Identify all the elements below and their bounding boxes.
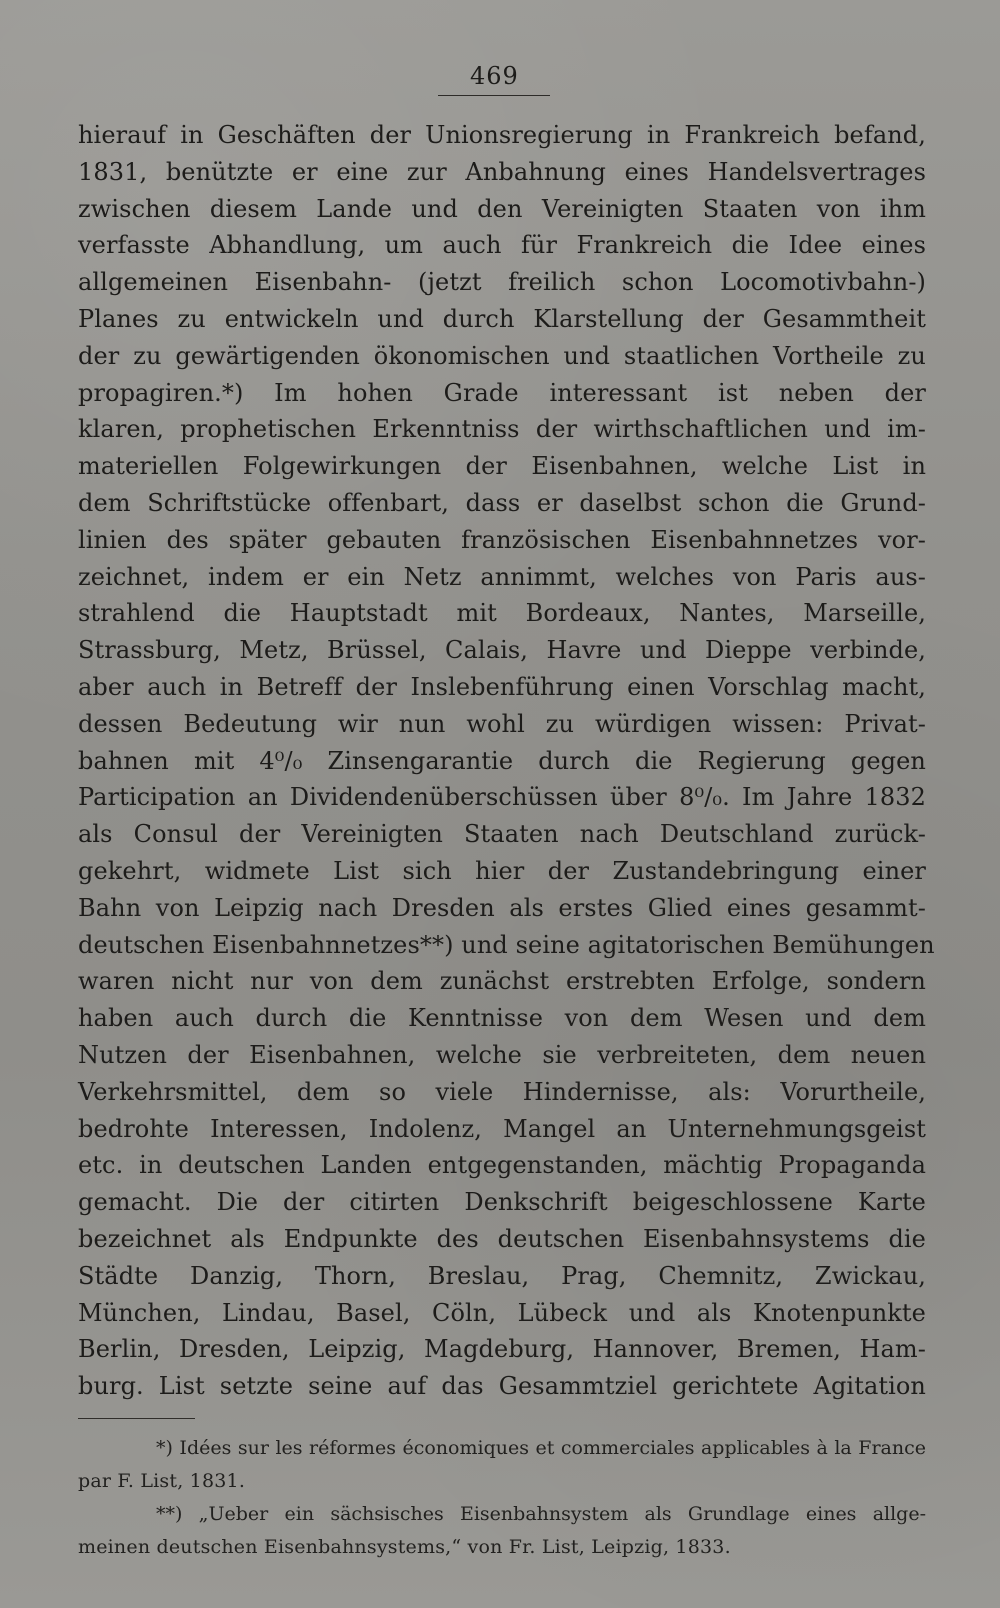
- body-line: propagiren.*) Im hohen Grade interessant ist neben der: [78, 378, 926, 407]
- body-line: verfasste Abhandlung, um auch für Frankreich die Idee eines: [78, 231, 926, 260]
- body-line: dessen Bedeutung wir nun wohl zu würdigen wissen: Privat-: [78, 709, 926, 738]
- body-line: gekehrt, widmete List sich hier der Zustandebringung einer: [78, 856, 926, 885]
- body-line: Städte Danzig, Thorn, Breslau, Prag, Chemnitz, Zwickau,: [78, 1261, 926, 1290]
- body-line: burg. List setzte seine auf das Gesammtziel gerichtete Agitation: [78, 1372, 926, 1401]
- body-line: zeichnet, indem er ein Netz annimmt, welches von Paris aus-: [78, 562, 926, 591]
- body-line: strahlend die Hauptstadt mit Bordeaux, Nantes, Marseille,: [78, 599, 926, 628]
- footnote-separator: [78, 1418, 195, 1419]
- body-line: zwischen diesem Lande und den Vereinigten Staaten von ihm: [78, 194, 926, 223]
- page-number-rule: [438, 95, 550, 96]
- body-line: gemacht. Die der citirten Denkschrift beigeschlossene Karte: [78, 1188, 926, 1217]
- body-line: aber auch in Betreff der Inslebenführung einen Vorschlag macht,: [78, 672, 926, 701]
- page-number: 469: [470, 62, 519, 90]
- body-line: deutschen Eisenbahnnetzes**) und seine agitatorischen Bemühungen: [78, 930, 935, 959]
- body-line: Participation an Dividendenüberschüssen über 8⁰/₀. Im Jahre 1832: [78, 783, 926, 812]
- body-line: München, Lindau, Basel, Cöln, Lübeck und als Knotenpunkte: [78, 1298, 926, 1327]
- body-line: linien des später gebauten französischen Eisenbahnnetzes vor-: [78, 525, 926, 554]
- body-line: Planes zu entwickeln und durch Klarstellung der Gesammtheit: [78, 304, 926, 333]
- body-line: etc. in deutschen Landen entgegenstanden, mächtig Propaganda: [78, 1151, 926, 1180]
- body-line: 1831, benützte er eine zur Anbahnung eines Handelsvertrages: [78, 157, 926, 186]
- footnote-first-line: *) Idées sur les réformes économiques et commerciales applicables à la France: [156, 1437, 926, 1459]
- body-line: Strassburg, Metz, Brüssel, Calais, Havre und Dieppe verbinde,: [78, 636, 926, 665]
- body-line: Berlin, Dresden, Leipzig, Magdeburg, Hannover, Bremen, Ham-: [78, 1335, 926, 1364]
- body-line: klaren, prophetischen Erkenntniss der wirthschaftlichen und im-: [78, 415, 926, 444]
- body-line: bahnen mit 4⁰/₀ Zinsengarantie durch die Regierung gegen: [78, 746, 926, 775]
- body-line: als Consul der Vereinigten Staaten nach Deutschland zurück-: [78, 820, 926, 849]
- body-line: bezeichnet als Endpunkte des deutschen Eisenbahnsystems die: [78, 1224, 926, 1253]
- body-line: allgemeinen Eisenbahn- (jetzt freilich schon Locomotivbahn-): [78, 268, 926, 297]
- body-line: Nutzen der Eisenbahnen, welche sie verbreiteten, dem neuen: [78, 1040, 926, 1069]
- body-line: bedrohte Interessen, Indolenz, Mangel an Unternehmungsgeist: [78, 1114, 926, 1143]
- footnotes: [78, 1432, 926, 1564]
- body-line: haben auch durch die Kenntnisse von dem Wesen und dem: [78, 1004, 926, 1033]
- body-line: Verkehrsmittel, dem so viele Hindernisse, als: Vorurtheile,: [78, 1077, 926, 1106]
- body-line: hierauf in Geschäften der Unionsregierung in Frankreich befand,: [78, 121, 926, 149]
- footnote-second-line: **) „Ueber ein sächsisches Eisenbahnsystem als Grundlage eines allge-: [156, 1503, 926, 1525]
- body-line: materiellen Folgewirkungen der Eisenbahnen, welche List in: [78, 452, 926, 481]
- body-line: dem Schriftstücke offenbart, dass er daselbst schon die Grund-: [78, 488, 926, 517]
- body-line: der zu gewärtigenden ökonomischen und staatlichen Vortheile zu: [78, 341, 926, 370]
- body-line: waren nicht nur von dem zunächst erstrebten Erfolge, sondern: [78, 967, 926, 996]
- footnote-second-continuation: meinen deutschen Eisenbahnsystems,“ von Fr. List, Leipzig, 1833.: [78, 1536, 731, 1558]
- main-text: [78, 117, 935, 1405]
- footnote-first-continuation: par F. List, 1831.: [78, 1470, 246, 1492]
- body-line: Bahn von Leipzig nach Dresden als erstes Glied eines gesammt-: [78, 893, 926, 922]
